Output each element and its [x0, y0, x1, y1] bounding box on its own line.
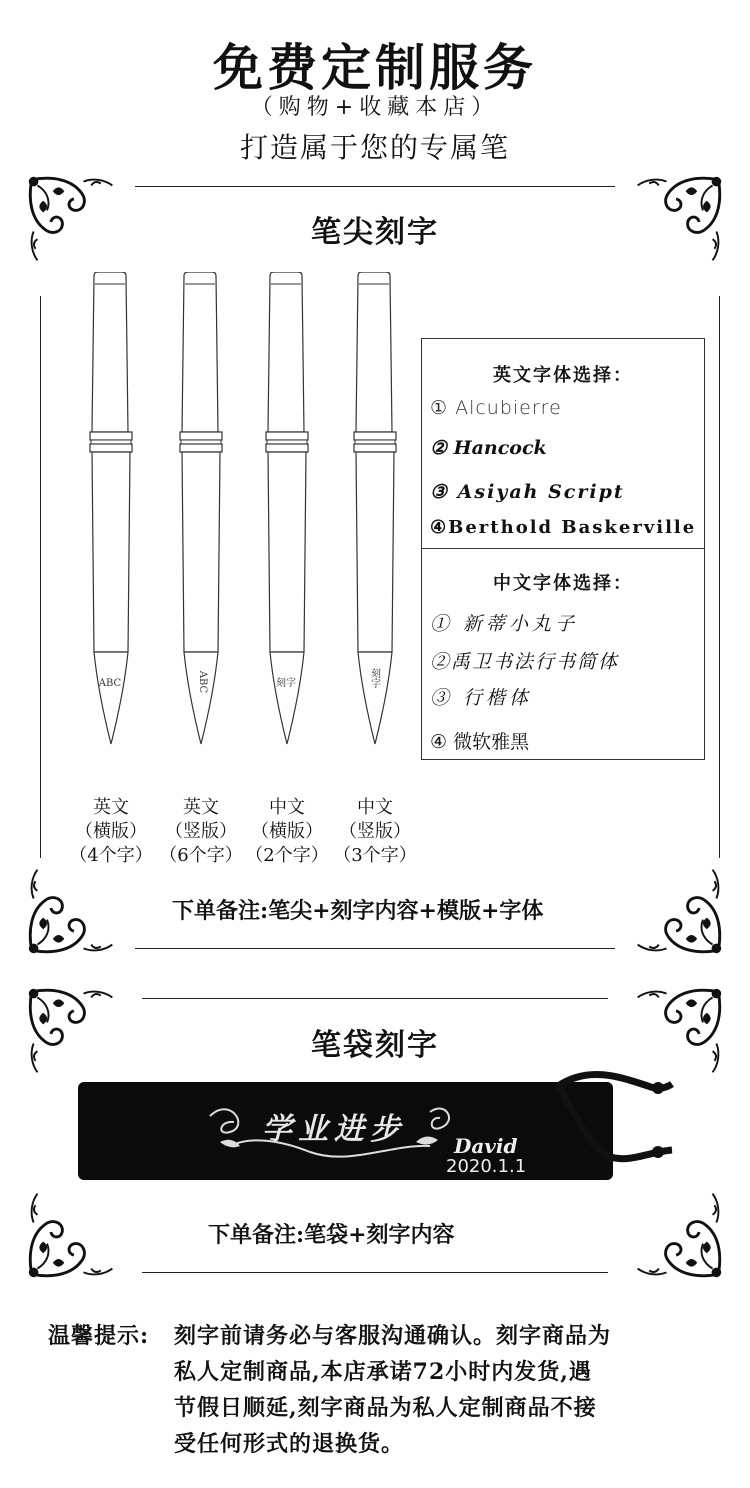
font-option: ② Hancock — [430, 437, 547, 459]
tip-line: 受任何形式的退换货。 — [174, 1431, 405, 1457]
frame-bottom-line — [135, 948, 615, 949]
pen-label-count: （2个字） — [245, 845, 329, 866]
pouch-date: 2020.1.1 — [446, 1156, 527, 1177]
pen-illustration — [88, 272, 134, 748]
pen-label-count: （6个字） — [159, 845, 243, 866]
page-title: 免费定制服务 — [213, 39, 537, 97]
font-option: ③ Asiyah Script — [430, 481, 625, 503]
pen-label — [156, 796, 246, 868]
frame-top-line — [135, 186, 615, 187]
font-option: ① 新蒂小丸子 — [430, 613, 579, 635]
page-subtitle: （购物+收藏本店） — [250, 95, 500, 120]
pen-label — [66, 796, 156, 868]
pouch-order-note: 下单备注:笔袋+刻字内容 — [208, 1222, 455, 1248]
frame-top-line — [142, 998, 608, 999]
tip-label: 温馨提示: — [48, 1323, 150, 1349]
english-font-box — [421, 338, 705, 550]
pen-illustration — [264, 272, 310, 748]
nib-order-note: 下单备注:笔尖+刻字内容+模版+字体 — [172, 898, 544, 924]
nib-section-title: 笔尖刻字 — [311, 215, 439, 250]
page-tagline: 打造属于您的专属笔 — [239, 131, 510, 164]
font-option: ① Alcubierre — [430, 397, 562, 419]
ornament-corner-icon — [630, 862, 726, 958]
pen-label-layout: （竖版） — [165, 821, 237, 842]
pouch-section-title: 笔袋刻字 — [311, 1028, 439, 1063]
ornament-corner-icon — [24, 862, 120, 958]
ornament-corner-icon — [630, 1186, 726, 1282]
pen-illustration — [178, 272, 224, 748]
pen-label-layout: （竖版） — [339, 821, 411, 842]
ornament-corner-icon — [24, 1186, 120, 1282]
pen-engraving: ABC — [98, 678, 122, 689]
pen-label-lang: 英文 — [183, 797, 219, 818]
font-option: ②禹卫书法行书简体 — [430, 651, 620, 673]
pen-label-lang: 中文 — [357, 797, 393, 818]
tip-line: 私人定制商品,本店承诺72小时内发货,遇 — [174, 1359, 592, 1385]
font-option: ③ 行楷体 — [430, 687, 533, 709]
chinese-font-box — [421, 548, 705, 760]
frame-bottom-line — [142, 1272, 608, 1273]
font-option: ④Berthold Baskerville — [430, 517, 697, 538]
pen-label-lang: 英文 — [93, 797, 129, 818]
font-option: ④ 微软雅黑 — [430, 731, 530, 753]
frame-left-line — [40, 296, 41, 858]
pen-label-lang: 中文 — [269, 797, 305, 818]
tip-line: 刻字前请务必与客服沟通确认。刻字商品为 — [174, 1323, 612, 1349]
pen-engraving: ABC — [197, 670, 208, 694]
pouch-drawstring-icon — [548, 1066, 678, 1190]
pouch-engraving: 学业进步 — [262, 1112, 406, 1147]
tip-line: 节假日顺延,刻字商品为私人定制商品不接 — [174, 1395, 597, 1421]
pen-engraving: 刻字 — [276, 678, 296, 689]
pen-label-count: （3个字） — [333, 845, 417, 866]
chinese-font-title: 中文字体选择： — [493, 573, 633, 594]
frame-right-line — [719, 296, 720, 858]
pen-illustration — [352, 272, 398, 748]
pen-label — [242, 796, 332, 868]
pen-engraving: 刻字 — [368, 668, 380, 688]
pen-label-count: （4个字） — [69, 845, 153, 866]
pen-label — [330, 796, 420, 868]
pen-label-layout: （横版） — [75, 821, 147, 842]
english-font-title: 英文字体选择： — [493, 365, 633, 386]
pouch-name: David — [454, 1134, 518, 1158]
pen-label-layout: （横版） — [251, 821, 323, 842]
